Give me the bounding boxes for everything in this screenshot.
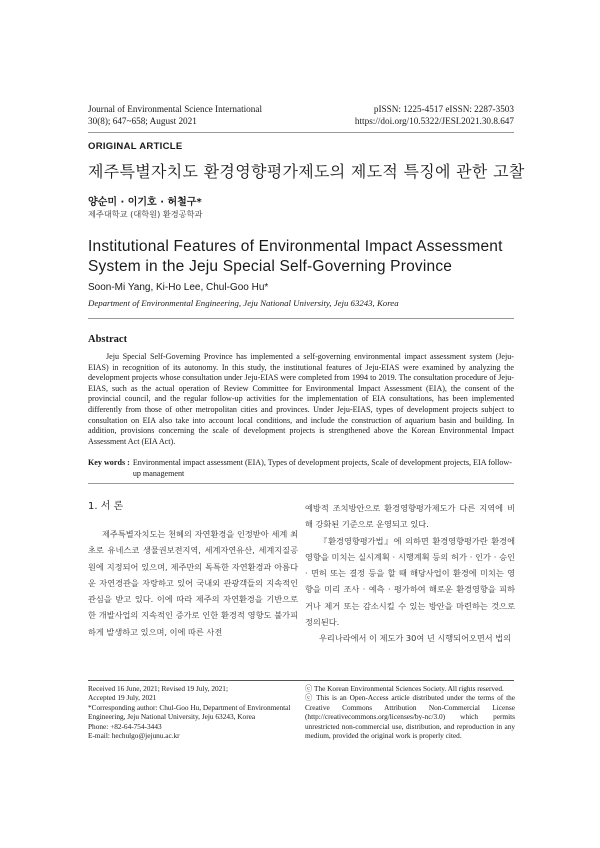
volume-pages: 30(8); 647~658; August 2021: [88, 116, 197, 126]
section-heading-intro: 1. 서 론: [88, 501, 124, 512]
doi-link[interactable]: https://doi.org/10.5322/JESI.2021.30.8.647: [354, 116, 514, 126]
footer-divider: [88, 680, 514, 681]
abstract-heading: Abstract: [88, 334, 128, 345]
received-date: Received 16 June, 2021; Revised 19 July, 2021;: [88, 684, 228, 693]
keywords: [88, 458, 514, 479]
abstract-text: Jeju Special Self-Governing Province has implemented a self-governing environmental impact assessment system (Jeju-EIAS) in recognition of its autonomy. In this study, the institutional features of Jeju-EIAS were examined by analyzing the development projects whose consultation under Jeju-EIAS were completed from 1994 to 2019. The consultation procedure of Jeju-EIAS, such as the actual operation of Review Committee for Environmental Impact Assessment (EIA), the consent of the provincial council, and the regular follow-up activities for the implementation of EIA consultations, has been implemented differently from those of other metropolitan cities and provinces. Under Jeju-EIAS, types of development projects subject to consultation on EIA also take into account local conditions, and include the construction of aquarium basin and building. In addition, provisions concerning the scale of development projects is strengthened above the Korean Environmental Impact Assessment Act (EIA Act).: [88, 352, 514, 446]
korean-authors: 양순미 · 이기호 · 허철구*: [88, 197, 202, 208]
abstract-divider: [88, 483, 514, 484]
copyright: ⓒ The Korean Environmental Sciences Society. All rights reserved.: [305, 684, 504, 693]
journal-citation: [88, 103, 262, 127]
english-authors: Soon-Mi Yang, Ki-Ho Lee, Chul-Goo Hu*: [88, 282, 269, 293]
footer-article-info: [88, 684, 298, 740]
footer-license: [305, 684, 515, 740]
body-column-right: [305, 500, 515, 647]
article-type: ORIGINAL ARTICLE: [88, 141, 183, 152]
body-paragraph: 예방적 조치방안으로 환경영향평가제도가 다른 지역에 비해 강화된 기준으로 운영되고 있다.: [305, 503, 515, 530]
corresponding-author: *Corresponding author: Chul-Goo Hu, Department of Environmental Engineering, Jeju National University, Jeju 63243, Korea: [88, 702, 291, 722]
accepted-date: Accepted 19 July, 2021: [88, 693, 157, 703]
body-column-left: [88, 526, 298, 640]
title-divider: [88, 318, 514, 319]
header-divider: [88, 132, 514, 133]
keywords-label: Key words :: [88, 458, 130, 467]
body-paragraph: 제주특별자치도는 천혜의 자연환경을 인정받아 세계 최초로 유네스코 생물권보전지역, 세계자연유산, 세계지질공원에 지정되어 있으며, 제주만의 독특한 자연환경과 아름다운 자연경관을 자랑하고 있어 국내외 관광객들의 지속적인 관심을 받고 있다. 이에 따라 제주의 자연환경을 기반으로 한 개발사업의 지속적인 증가로 인한 환경적 영향도 불가피하게 발생하고 있으며, 이에 따른 사전: [88, 529, 298, 637]
body-paragraph: 『환경영향평가법』에 의하면 환경영향평가란 환경에 영향을 미치는 실시계획 · 시행계획 등의 허가 · 인가 · 승인 · 면허 또는 결정 등을 할 때 해당사업이 환경에 미치는 영향을 미리 조사 · 예측 · 평가하여 해로운 환경영향을 피하거나 제거 또는 감소시킬 수 있는 방안을 마련하는 것으로 정의된다.: [305, 535, 515, 628]
email[interactable]: E-mail: hechulgo@jejunu.ac.kr: [88, 731, 180, 741]
keywords-text: Environmental impact assessment (EIA), Types of development projects, Scale of development projects, EIA follow-up management: [132, 458, 512, 478]
english-affiliation: Department of Environmental Engineering, Jeju National University, Jeju 63243, Korea: [88, 298, 399, 308]
phone: Phone: +82-64-754-3443: [88, 721, 162, 731]
license-text: ⓒ This is an Open-Access article distributed under the terms of the Creative Commons Attribution Non-Commercial License (http://creativecommons.org/licenses/by-nc/3.0) which permits unrestricted non-commercial use, distribution, and reproduction in any medium, provided the original work is properly cited.: [305, 693, 515, 741]
journal-identifiers: [355, 103, 514, 127]
issn: pISSN: 1225-4517 eISSN: 2287-3503: [373, 104, 514, 114]
english-title: Institutional Features of Environmental Impact Assessment System in the Jeju Special Self-Governing Province: [88, 238, 503, 275]
body-paragraph: 우리나라에서 이 제도가 30여 년 시행되어오면서 법의: [319, 633, 512, 644]
korean-title: 제주특별자치도 환경영향평가제도의 제도적 특징에 관한 고찰: [88, 162, 525, 181]
journal-name: Journal of Environmental Science International: [88, 104, 262, 114]
korean-affiliation: 제주대학교 (대학원) 환경공학과: [88, 209, 203, 219]
